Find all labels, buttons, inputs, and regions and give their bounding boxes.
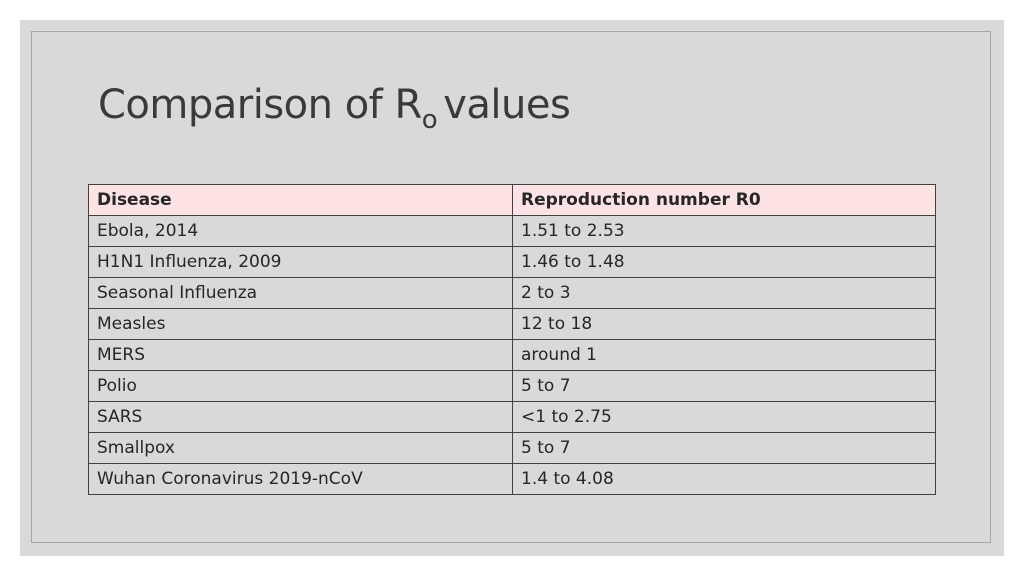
title-main: Comparison of R — [98, 82, 422, 128]
r0-cell: 1.4 to 4.08 — [513, 464, 936, 495]
header-disease: Disease — [89, 185, 513, 216]
header-reproduction-number: Reproduction number R0 — [513, 185, 936, 216]
disease-cell: H1N1 Influenza, 2009 — [89, 247, 513, 278]
table-row — [89, 216, 936, 247]
table-row — [89, 402, 936, 433]
slide-title — [98, 82, 571, 135]
table-row — [89, 247, 936, 278]
table-row — [89, 464, 936, 495]
title-subscript: o — [421, 105, 438, 135]
disease-cell: Wuhan Coronavirus 2019-nCoV — [89, 464, 513, 495]
disease-cell: MERS — [89, 340, 513, 371]
title-rest: values — [443, 82, 571, 128]
slide — [20, 20, 1004, 556]
r0-cell: 1.51 to 2.53 — [513, 216, 936, 247]
disease-cell: Ebola, 2014 — [89, 216, 513, 247]
table-row — [89, 309, 936, 340]
r0-cell: 5 to 7 — [513, 433, 936, 464]
r0-cell: <1 to 2.75 — [513, 402, 936, 433]
r0-cell: 5 to 7 — [513, 371, 936, 402]
table-row — [89, 433, 936, 464]
table-row — [89, 340, 936, 371]
disease-cell: Seasonal Influenza — [89, 278, 513, 309]
table-header-row — [89, 185, 936, 216]
table-row — [89, 278, 936, 309]
disease-cell: Polio — [89, 371, 513, 402]
disease-cell: SARS — [89, 402, 513, 433]
r0-cell: 1.46 to 1.48 — [513, 247, 936, 278]
table-row — [89, 371, 936, 402]
disease-cell: Measles — [89, 309, 513, 340]
r0-cell: 12 to 18 — [513, 309, 936, 340]
r0-cell: 2 to 3 — [513, 278, 936, 309]
r0-cell: around 1 — [513, 340, 936, 371]
r0-comparison-table — [88, 184, 936, 495]
disease-cell: Smallpox — [89, 433, 513, 464]
